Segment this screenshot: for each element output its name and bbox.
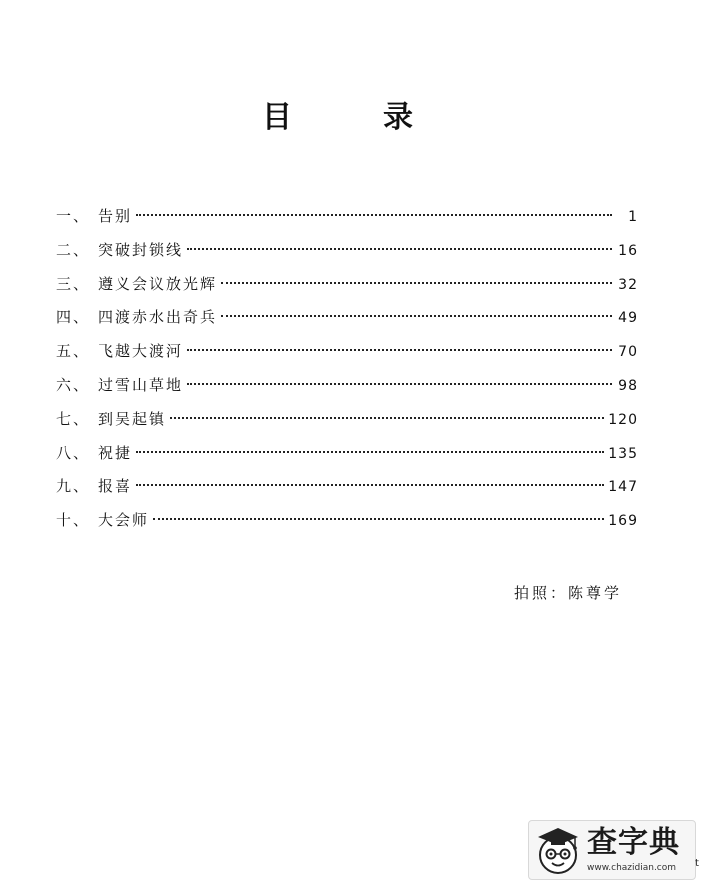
toc-label: 四渡赤水出奇兵 [98,308,218,327]
toc-number: 三、 [56,274,91,293]
graduate-mascot-icon [533,823,583,877]
toc-page-number: 98 [618,377,638,394]
toc-row-10[interactable] [56,504,638,538]
toc-row-1[interactable] [56,200,638,234]
page-title [0,98,703,138]
toc-number: 七、 [56,409,91,428]
toc-number: 四、 [56,308,91,327]
watermark[interactable] [528,820,696,880]
toc-label: 祝捷 [98,443,133,462]
toc-page-number: 135 [608,445,638,462]
toc-page-number: 1 [628,209,638,225]
toc-page-number: 32 [618,276,638,293]
toc-leader-dots [153,518,604,520]
toc-row-2[interactable] [56,234,638,268]
toc-number: 一、 [56,207,91,225]
toc-row-3[interactable] [56,268,638,302]
watermark-site-name: 查字典 [587,825,680,860]
toc-row-7[interactable] [56,403,638,437]
toc-number: 九、 [56,477,91,496]
toc-page-number: 120 [608,411,638,428]
toc-leader-dots [187,383,612,385]
toc-leader-dots [187,248,612,250]
toc-page-number: 16 [618,242,638,259]
toc-page-number: 70 [618,344,638,361]
toc-leader-dots [187,349,612,351]
toc-row-4[interactable] [56,301,638,335]
title-char-1: 目 [262,100,292,135]
toc-leader-dots [136,214,612,216]
toc-row-5[interactable] [56,335,638,369]
title-char-2: 录 [383,100,413,135]
toc-row-6[interactable] [56,369,638,403]
photo-credit: 拍照：陈尊学 [514,584,623,602]
watermark-url: www.chazidian.com [587,863,677,873]
toc-page-number: 169 [608,513,638,530]
toc-label: 报喜 [98,477,133,496]
toc-label: 过雪山草地 [98,375,184,394]
toc-leader-dots [221,315,612,317]
toc-leader-dots [136,484,604,486]
table-of-contents [56,200,638,538]
toc-label: 到吴起镇 [98,409,167,428]
toc-number: 六、 [56,375,91,394]
toc-label: 遵义会议放光辉 [98,274,218,293]
toc-label: 突破封锁线 [98,240,184,259]
toc-label: 飞越大渡河 [98,342,184,361]
toc-leader-dots [136,451,604,453]
toc-page-number: 147 [608,479,638,496]
toc-leader-dots [170,417,604,419]
toc-number: 十、 [56,511,91,530]
toc-label: 告别 [98,207,133,225]
toc-number: 五、 [56,342,91,361]
toc-row-8[interactable] [56,437,638,471]
stray-character: t [695,858,699,869]
toc-leader-dots [221,282,612,284]
toc-row-9[interactable] [56,470,638,504]
toc-label: 大会师 [98,511,150,530]
toc-page-number: 49 [618,310,638,327]
toc-number: 八、 [56,443,91,462]
toc-number: 二、 [56,240,91,259]
